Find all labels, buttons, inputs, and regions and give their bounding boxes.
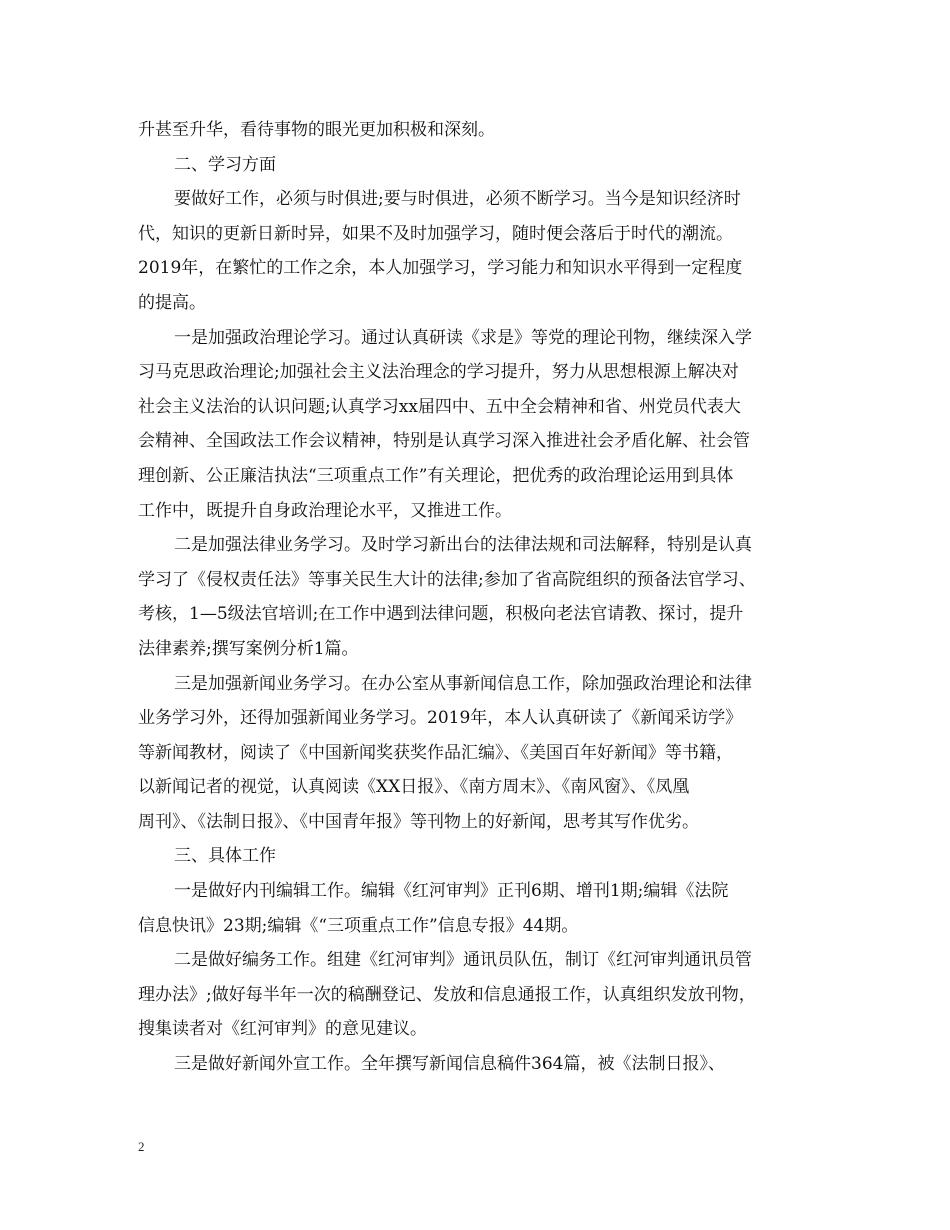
text-line: 会精神、全国政法工作会议精神，特别是认真学习深入推进社会矛盾化解、社会管 [138,431,750,452]
text-line: 以新闻记者的视觉，认真阅读《XX日报》、《南方周末》、《南风窗》、《凤凰 [138,777,690,798]
text-line: 理办法》;做好每半年一次的稿酬登记、发放和信息通报工作，认真组织发放刊物， [138,984,756,1005]
text-line: 2019年，在繁忙的工作之余，本人加强学习，学习能力和知识水平得到一定程度 [138,258,743,279]
page-number: 2 [138,1139,145,1154]
text-line: 二、学习方面 [174,154,276,175]
text-line: 法律素养;撰写案例分析1篇。 [138,638,359,659]
text-line: 周刊》、《法制日报》、《中国青年报》等刊物上的好新闻，思考其写作优劣。 [138,811,699,832]
text-line: 业务学习外，还得加强新闻业务学习。2019年，本人认真研读了《新闻采访学》 [138,708,743,729]
text-line: 代，知识的更新日新时异，如果不及时加强学习，随时便会落后于时代的潮流。 [138,223,733,244]
text-line: 三是加强新闻业务学习。在办公室从事新闻信息工作，除加强政治理论和法律 [174,673,752,694]
text-line: 信息快讯》23期;编辑《“三项重点工作”信息专报》44期。 [138,915,579,936]
text-line: 考核，1—5级法官培训;在工作中遇到法律问题，积极向老法官请教、探讨，提升 [138,604,744,625]
text-line: 一是做好内刊编辑工作。编辑《红河审判》正刊6期、增刊1期;编辑《法院 [174,881,729,902]
text-line: 要做好工作，必须与时俱进;要与时俱进，必须不断学习。当今是知识经济时 [174,189,741,210]
text-line: 搜集读者对《红河审判》的意见建议。 [138,1019,427,1040]
text-line: 升甚至升华，看待事物的眼光更加积极和深刻。 [138,120,495,140]
text-line: 学习了《侵权责任法》等事关民生大计的法律;参加了省高院组织的预备法官学习、 [138,569,756,590]
text-line: 三是做好新闻外宣工作。全年撰写新闻信息稿件364篇，被《法制日报》、 [174,1054,725,1075]
text-line: 二是做好编务工作。组建《红河审判》通讯员队伍，制订《红河审判通讯员管 [174,950,752,971]
document-body [138,113,820,1082]
text-line: 等新闻教材，阅读了《中国新闻奖获奖作品汇编》、《美国百年好新闻》等书籍， [138,742,733,763]
text-line: 习马克思政治理论;加强社会主义法治理念的学习提升，努力从思想根源上解决对 [138,362,739,383]
text-line: 一是加强政治理论学习。通过认真研读《求是》等党的理论刊物，继续深入学 [174,327,752,348]
text-line: 的提高。 [138,292,206,313]
text-line: 二是加强法律业务学习。及时学习新出台的法律法规和司法解释，特别是认真 [174,535,752,556]
text-line: 工作中，既提升自身政治理论水平，又推进工作。 [138,500,512,521]
text-line: 三、具体工作 [174,846,276,867]
text-line: 社会主义法治的认识问题;认真学习xx届四中、五中全会精神和省、州党员代表大 [138,396,741,417]
text-line: 理创新、公正廉洁执法“三项重点工作”有关理论，把优秀的政治理论运用到具体 [138,465,734,486]
